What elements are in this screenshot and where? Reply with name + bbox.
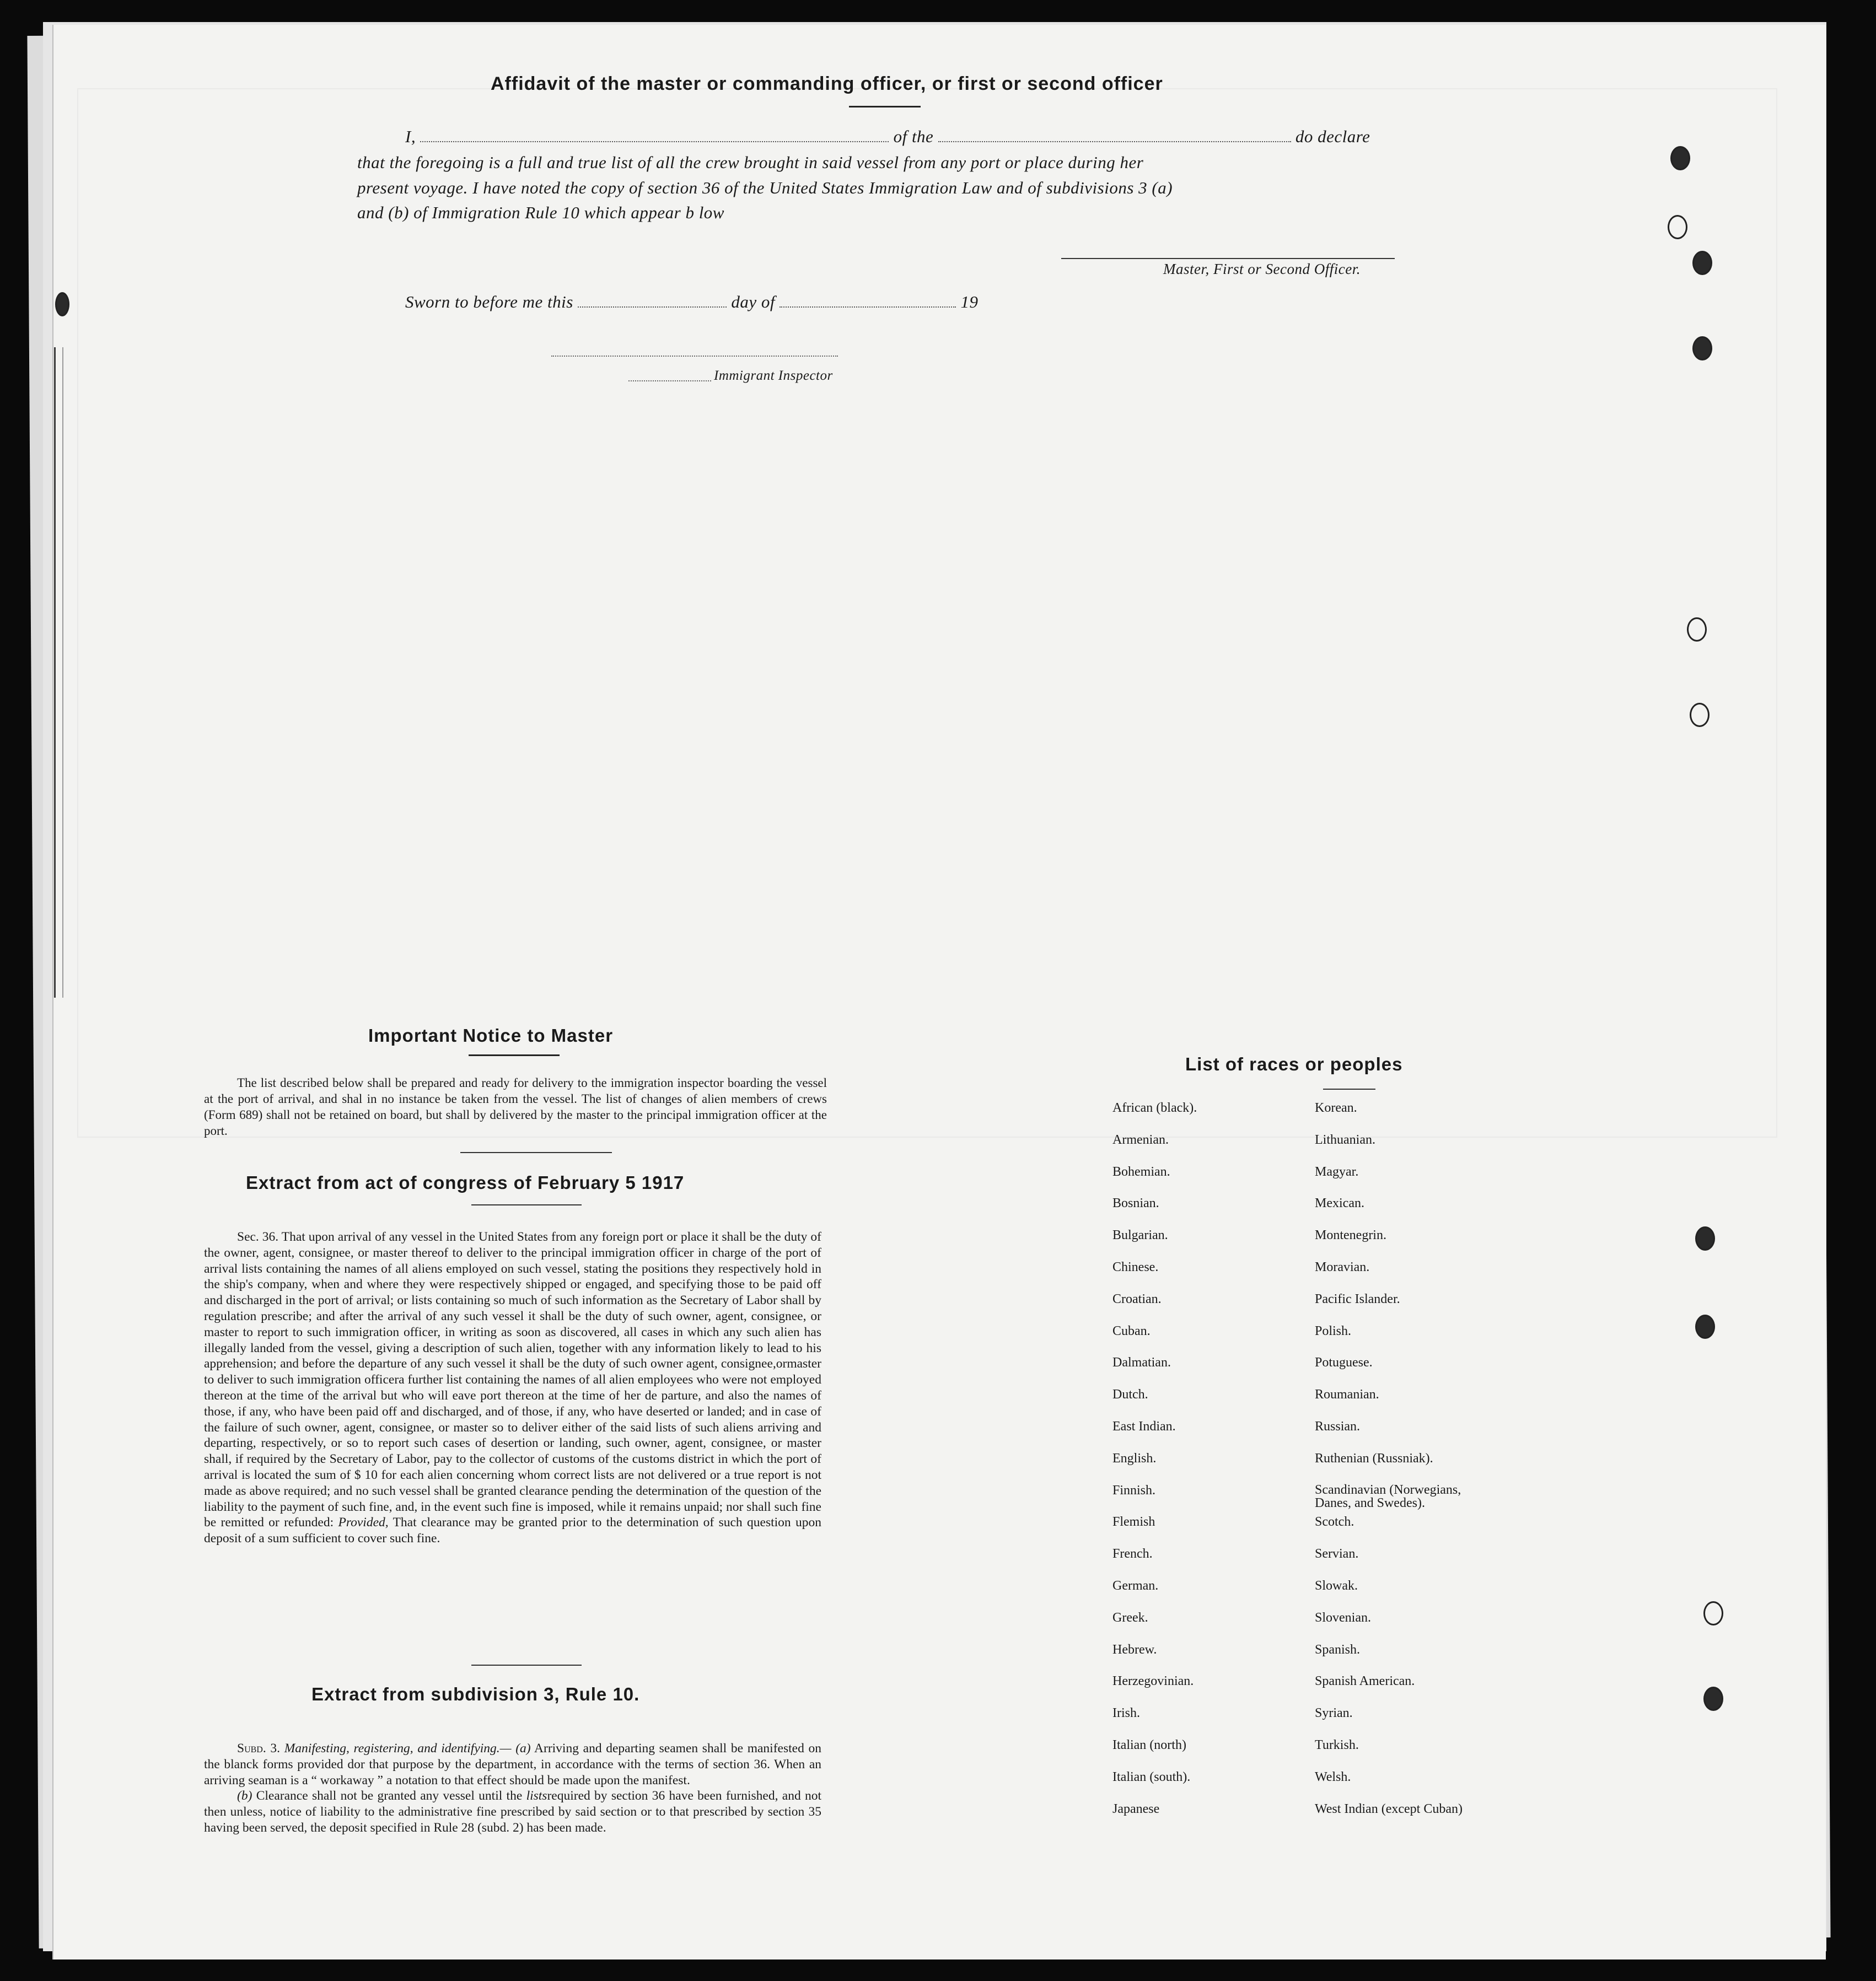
- rule-subd: Subd. 3.: [237, 1741, 281, 1756]
- sworn-day-of: day of: [731, 292, 775, 311]
- race-item: Syrian.: [1315, 1706, 1353, 1721]
- divider: [1323, 1089, 1375, 1090]
- race-item: Ruthenian (Russniak).: [1315, 1451, 1433, 1466]
- race-item: German.: [1112, 1579, 1159, 1593]
- signature-label: Master, First or Second Officer.: [1163, 261, 1361, 277]
- act-provided: Provided,: [338, 1515, 389, 1530]
- race-item: English.: [1112, 1451, 1157, 1466]
- race-item: Bulgarian.: [1112, 1228, 1168, 1243]
- race-item: Hebrew.: [1112, 1642, 1157, 1657]
- race-item: African (black).: [1112, 1101, 1197, 1115]
- signature-line: [1061, 258, 1395, 259]
- vessel-blank: [938, 127, 1291, 142]
- divider: [460, 1152, 612, 1153]
- rule-paragraph-a: [204, 1741, 821, 1788]
- race-item: Flemish: [1112, 1515, 1155, 1530]
- race-item: Armenian.: [1112, 1132, 1169, 1147]
- race-item: Chinese.: [1112, 1260, 1159, 1274]
- affidavit-line-1: [405, 127, 1370, 147]
- rule-body-a: Arriving and departing seamen shall be manifested on the blanck forms provided dor that purpose by the department, in accordance with the terms of section 36. When an arriving seaman is a “ workaway ” a notation to that effect should be made upon the manifest.: [204, 1741, 821, 1788]
- race-item: Welsh.: [1315, 1769, 1351, 1784]
- race-item: East Indian.: [1112, 1419, 1176, 1434]
- race-item: Italian (north): [1112, 1738, 1186, 1752]
- race-item: Russian.: [1315, 1419, 1361, 1434]
- rule-b: (b): [237, 1789, 252, 1804]
- extract-act-text: [204, 1229, 821, 1547]
- race-item: Moravian.: [1315, 1260, 1370, 1274]
- affidavit-title: Affidavit of the master or commanding officer, or first or second officer: [491, 73, 1163, 94]
- race-item: Cuban.: [1112, 1323, 1151, 1338]
- race-item: Pacific Islander.: [1315, 1291, 1400, 1306]
- rule-body-b2: required by section 36 have been furnished, and not then unless, notice of liability to the administrative fine prescribed by said section or to that prescribed by section 35 having been served, the deposit specified in Rule 28 (subd. 2) has been made.: [204, 1789, 822, 1835]
- notice-text: The list described below shall be prepared and ready for delivery to the immigration inspector boarding the vessel at the port of arrival, and shal in no instance be taken from the vessel. The list of changes of alien members of crews (Form 689) shall not be retained on board, but shall by delivered by the master to the principal immigration officer at the port.: [204, 1076, 827, 1138]
- affidavit-line-2: that the foregoing is a full and true list of all the crew brought in said vessel from any port or place during her: [357, 153, 1144, 172]
- binder-hole-icon: [1687, 617, 1707, 642]
- binder-hole-icon: [1668, 215, 1687, 239]
- binder-hole-icon: [1695, 1315, 1715, 1339]
- races-title: List of races or peoples: [1185, 1054, 1403, 1074]
- race-item: Japanese: [1112, 1801, 1160, 1816]
- rule-heading: Manifesting, registering, and identifying.: [284, 1741, 500, 1756]
- race-item: Finnish.: [1112, 1483, 1156, 1498]
- race-item: Montenegrin.: [1315, 1228, 1386, 1243]
- bleed-through-form: [77, 88, 1777, 1138]
- binder-hole-icon: [1695, 1226, 1715, 1251]
- rule-body-b1: Clearance shall not be granted any vessel until the: [256, 1789, 523, 1804]
- race-item: French.: [1112, 1547, 1153, 1562]
- extract-act-title: Extract from act of congress of February 5 1917: [246, 1172, 685, 1193]
- binder-hole-icon: [55, 292, 69, 316]
- race-item: Dutch.: [1112, 1387, 1148, 1402]
- divider: [469, 1054, 560, 1056]
- sworn-line: [405, 292, 978, 312]
- inspector-label: Immigrant Inspector: [714, 368, 833, 383]
- race-item: Bohemian.: [1112, 1164, 1170, 1179]
- race-item: Servian.: [1315, 1547, 1359, 1562]
- rule-a: — (a): [499, 1741, 531, 1756]
- page-edge-border: [54, 347, 63, 998]
- race-item: Irish.: [1112, 1706, 1140, 1721]
- binder-hole-icon: [1692, 336, 1712, 360]
- race-item: Scandinavian (Norwegians, Danes, and Swedes).: [1315, 1482, 1461, 1510]
- act-body: Sec. 36. That upon arrival of any vessel in the United States from any foreign port or place it shall be the duty of the owner, agent, consignee, or master thereof to deliver to the principal immigration officer in charge of the port of arrival lists containing the names of all aliens employed on such vessel, stating the positions they respectively hold in the ship's company, when and where they were respectively shipped or engaged, and specifying those to be paid off and discharged in the port of arrival; or lists containing so much of such information as the Secretary of Labor shall by regulation prescribe; and after the arrival of any such vessel it shall be the duty of such owner, agent, consignee, or master to report to such immigration officer, in writing as soon as discovered, all cases in which any such alien has illegally landed from the vessel, giving a description of such alien, together with any information likely to lead to his apprehension; and before the departure of any such vessel it shall be the duty of such owner agent, consignee,ormaster to deliver to such immigration officera further list containing the names of all alien employees who were not employed thereon at the time of the arrival but who will eave port thereon at the time of her de parture, and also the names of those, if any, who have been paid off and discharged, and of those, if any, who have deserted or landed; and in case of the failure of such owner, agent, consignee, or master so to deliver either of the said lists of such aliens arriving and departing, respectively, or so to report such cases of desertion or landing, such owner, agent, consignee, or master shall, if required by the Secretary of Labor, pay to the collector of customs of the customs district in which the port of arrival is located the sum of $ 10 for each alien concerning whom correct lists are not delivered or a true report is not made as above required; and no such vessel shall be granted clearance pending the determination of the question of the liability to the payment of such fine, and, in the event such fine is imposed, while it remains unpaid; nor shall such fine be remitted or refunded:: [204, 1230, 821, 1530]
- race-item: Scotch.: [1315, 1515, 1354, 1530]
- extract-rule-title: Extract from subdivision 3, Rule 10.: [311, 1684, 640, 1704]
- race-item: Potuguese.: [1315, 1355, 1373, 1370]
- race-item: Slowak.: [1315, 1579, 1358, 1593]
- divider: [471, 1665, 582, 1666]
- sworn-prefix: Sworn to before me this: [405, 292, 573, 311]
- race-item: Roumanian.: [1315, 1387, 1379, 1402]
- affidavit-line-4: and (b) of Immigration Rule 10 which appear b low: [357, 203, 724, 222]
- month-blank: [780, 292, 956, 308]
- divider: [849, 106, 921, 107]
- day-blank: [578, 292, 727, 308]
- race-item: Polish.: [1315, 1323, 1352, 1338]
- race-item: Italian (south).: [1112, 1769, 1191, 1784]
- race-item: Spanish.: [1315, 1642, 1361, 1657]
- rule-paragraph-b: [204, 1788, 821, 1835]
- race-item: Turkish.: [1315, 1738, 1359, 1752]
- rule-lists: lists: [526, 1789, 547, 1804]
- race-item: Magyar.: [1315, 1164, 1359, 1179]
- binder-hole-icon: [1692, 251, 1712, 275]
- race-item: Bosnian.: [1112, 1196, 1159, 1211]
- affidavit-of-the: of the: [893, 127, 934, 146]
- affidavit-i: I,: [405, 127, 416, 146]
- race-item: Slovenian.: [1315, 1610, 1371, 1625]
- race-item: Korean.: [1315, 1101, 1357, 1115]
- race-item: Lithuanian.: [1315, 1132, 1375, 1147]
- race-item: Herzegovinian.: [1112, 1674, 1194, 1689]
- notice-title: Important Notice to Master: [368, 1025, 614, 1046]
- extract-rule-text: [204, 1741, 821, 1836]
- race-item: West Indian (except Cuban): [1315, 1801, 1463, 1816]
- divider: [471, 1204, 582, 1205]
- act-body-end: That clearance may be granted prior to the determination of such question upon deposit of a sum sufficient to cover such fine.: [204, 1515, 821, 1546]
- binder-hole-icon: [1703, 1687, 1723, 1711]
- race-item: Greek.: [1112, 1610, 1148, 1625]
- binder-hole-icon: [1670, 146, 1690, 170]
- affidavit-line-3: present voyage. I have noted the copy of section 36 of the United States Immigration Law and of subdivisions 3 (a): [357, 178, 1173, 197]
- race-item: Spanish American.: [1315, 1674, 1415, 1689]
- name-blank: [420, 127, 889, 142]
- inspector-line: [551, 356, 838, 357]
- binder-hole-icon: [1690, 703, 1710, 727]
- inspector-line: [628, 380, 711, 381]
- race-item: Croatian.: [1112, 1291, 1162, 1306]
- race-item: Mexican.: [1315, 1196, 1364, 1211]
- binder-hole-icon: [1703, 1601, 1723, 1625]
- sworn-year: 19: [960, 292, 979, 311]
- race-item: Dalmatian.: [1112, 1355, 1171, 1370]
- affidavit-declare: do declare: [1295, 127, 1370, 146]
